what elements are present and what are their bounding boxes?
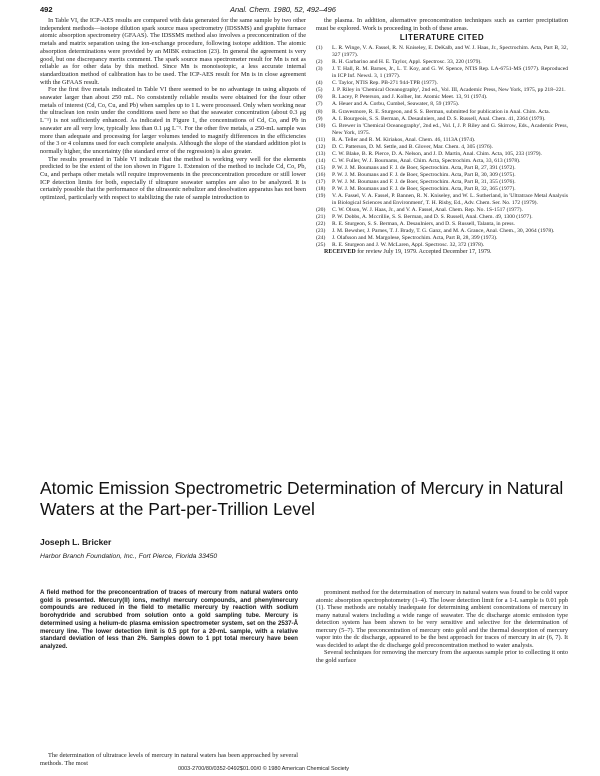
- reference-text: R. A. Teller and R. M. Kiriakos, Anal. Chem. 46, 1113A (1974).: [332, 136, 476, 143]
- reference-text: R. E. Sturgeon, S. S. Berman, A. Desaulniers, and D. S. Russell, Talanta, in press.: [332, 221, 515, 228]
- author-affiliation: Harbor Branch Foundation, Inc., Fort Pierce, Florida 33450: [40, 553, 218, 560]
- reference-text: J. T. Hall, R. M. Barnes, Jr., L. T. Koy, and G. W. Spence, NTIS Rep. LA-6751-MS (1977). Reproduced in ICP Inf. Newsl. 3, 1 (1977).: [332, 66, 568, 80]
- reference-number: (7): [316, 101, 323, 108]
- reference-text: J. P. Riley in 'Chemical Oceanography', 2nd ed., Vol. III, Academic Press, New York, 1975, pp 218–221.: [332, 87, 566, 94]
- reference-item: [316, 109, 568, 116]
- right-column: [316, 17, 568, 257]
- reference-item: [316, 186, 568, 193]
- body-paragraph: The determination of ultratrace levels of mercury in natural waters has been approached by several methods. The most: [40, 752, 298, 767]
- reference-text: P. W. J. M. Boumans and F. J. de Boer, Spectrochim. Acta, Part B, 30, 309 (1975).: [332, 171, 516, 178]
- reference-number: (11): [316, 136, 326, 143]
- reference-number: (15): [316, 164, 326, 171]
- literature-cited-heading: LITERATURE CITED: [399, 33, 485, 43]
- reference-item: [316, 214, 568, 221]
- reference-text: P. W. Dobbs, A. Mccrillie, S. S. Berman, and D. S. Russell, Anal. Chem. 49, 1300 (1977).: [332, 214, 533, 221]
- reference-text: G. Brewer in 'Chemical Oceanography', 2nd ed., Vol. I, J. P. Riley and G. Skirrow, Eds., Academic Press, New York, 1975.: [332, 122, 568, 136]
- reference-number: (20): [316, 207, 326, 214]
- reference-text: P. W. J. M. Boumans and F. J. de Boer, Spectrochim. Acta, Part B, 27, 391 (1972).: [332, 164, 516, 171]
- reference-text: J. Olafsson and M. Margolese, Spectrochim. Acta, Part B, 28, 399 (1973).: [332, 235, 498, 242]
- received-line: [316, 249, 568, 257]
- reference-item: [316, 116, 568, 123]
- reference-number: (21): [316, 214, 326, 221]
- reference-text: C. Taylor, NTIS Rep. PB-271 944-TPB (1977).: [332, 80, 438, 87]
- reference-number: (8): [316, 108, 323, 115]
- reference-item: [316, 193, 568, 207]
- reference-number: (16): [316, 171, 326, 178]
- body-paragraph: For the first five metals indicated in Table VI there seemed to be no advantage in using aliquots of seawater larger than about 250 mL. No consistently reliable results were obtained for the four other metals of interest (Cd, Co, Cu, and Pb) when samples up to 1 L were processed. Only when working near the ultraclean ion resin under the conditions used here so that the seawater concentration (about 0.3 μg L⁻¹) is not sufficiently enhanced. As indicated in Figure 1, the concentrations of Cd, Co, and Pb in seawater are all very low, typically less than 0.1 μg L⁻¹. For the other five metals, a 250-mL sample was more than adequate and processing for larger volumes tended to magnify differences in the efficiencies of the 3 or 4 columns used for each complete analysis. Although the slope of the standard addition plot is normally higher, the uncertainty (the standard error of the regression) is also greater.: [40, 86, 306, 155]
- body-paragraph: the plasma. In addition, alternative preconcentration techniques such as carrier precipitation must be explored. Work is proceeding in both of these areas.: [316, 17, 568, 32]
- reference-item: [316, 80, 568, 87]
- reference-item: [316, 45, 568, 59]
- reference-number: (22): [316, 221, 326, 228]
- reference-number: (6): [316, 94, 323, 101]
- reference-item: [316, 172, 568, 179]
- reference-text: R. E. Sturgeon and J. W. McLaren, Appl. Spectrosc. 32, 372 (1978).: [332, 242, 485, 249]
- reference-number: (10): [316, 122, 326, 129]
- reference-text: R. Gravesmore, R. E. Sturgeon, and S. S. Berman, submitted for publication in Anal. Chim. Acta.: [332, 108, 551, 115]
- reference-text: L. R. Winge, V. A. Fassel, R. N. Kniseley, E. DeKalb, and W. J. Haas, Jr., Spectrochim. Acta, Part B, 32, 327 (1977).: [332, 45, 568, 59]
- body-paragraph: The results presented in Table VI indicate that the method is working very well for the elements predicted to be the extent of the ion shown in Figure 1. Extension of the method to include Cd, Co, Pb, Cu, and perhaps other metals will require improvements in the preconcentration procedure or still lower ICP detection limits for both, especially if ultrapure seawater samples are also to be analyzed. It is certainly possible that the performance of the ultrasonic nebulizer and desolvation apparatus has not been optimized, particularly with respect to stabilizing the rate of sample introduction to: [40, 155, 306, 202]
- journal-citation: Anal. Chem. 1980, 52, 492–496: [230, 5, 336, 14]
- reference-item: [316, 144, 568, 151]
- reference-text: C. W. Blake, B. R. Pierce, D. A. Nelson, and J. D. Martin, Anal. Chim. Acta, 105, 233 (1979).: [332, 150, 542, 157]
- reference-number: (14): [316, 157, 326, 164]
- left-column: [40, 17, 306, 202]
- reference-number: (3): [316, 66, 323, 73]
- right-column-article: [316, 589, 568, 664]
- copyright-footer: 0003-2700/80/0352-0492$01.00/0 © 1980 American Chemical Society: [178, 766, 350, 772]
- body-paragraph: Several techniques for removing the mercury from the aqueous sample prior to collecting it onto the gold surface: [316, 649, 568, 664]
- reference-item: [316, 137, 568, 144]
- reference-item: [316, 179, 568, 186]
- reference-text: P. W. J. M. Boumans and F. J. de Boer, Spectrochim. Acta, Part B, 32, 365 (1977).: [332, 186, 516, 193]
- reference-number: (17): [316, 179, 326, 185]
- reference-number: (13): [316, 150, 326, 157]
- article-title: Atomic Emission Spectrometric Determination of Mercury in Natural Waters at the Part-per-Trillion Level: [40, 478, 564, 519]
- reference-number: (4): [316, 80, 323, 87]
- reference-list: [316, 45, 568, 249]
- reference-number: (5): [316, 87, 323, 94]
- reference-item: [316, 101, 568, 108]
- reference-number: (18): [316, 186, 326, 193]
- reference-text: C. W. Fuller, W. J. Bournams, Anal. Chim. Acta, Spectrochim. Acta, 33, 613 (1978).: [332, 157, 521, 164]
- reference-text: A. Heuer and A. Corbu, Cumbel, Seawater, 8, 59 (1975).: [332, 101, 460, 108]
- reference-item: [316, 165, 568, 172]
- reference-item: [316, 151, 568, 158]
- received-label: RECEIVED: [324, 249, 356, 256]
- reference-number: (24): [316, 235, 326, 242]
- reference-number: (23): [316, 228, 326, 235]
- reference-number: (25): [316, 242, 326, 249]
- page-number: 492: [40, 5, 53, 14]
- author-name: Joseph L. Bricker: [40, 537, 112, 547]
- reference-number: (9): [316, 115, 323, 122]
- reference-text: J. M. Bewsher, J. Parnes, T. J. Brady, T. G. Ganz, and M. A. Grance, Anal. Chem., 30, 2064 (1978).: [332, 228, 555, 235]
- reference-number: (1): [316, 45, 323, 52]
- reference-number: (2): [316, 59, 323, 66]
- running-header: [40, 5, 568, 17]
- received-dates: for review July 19, 1979. Accepted December 17, 1979.: [357, 249, 492, 256]
- reference-text: A. I. Bourgeois, S. S. Berman, A. Desaulniers, and D. S. Russell, Anal. Chem. 41, 2364 (1979).: [332, 115, 546, 122]
- reference-text: P. W. J. M. Boumans and F. J. de Boer, Spectrochim. Acta, Part B, 31, 355 (1976).: [332, 179, 516, 185]
- reference-item: [316, 158, 568, 165]
- reference-text: V. A. Fassel, V. A. Fassel, P. Bannen, R. N. Kniseley, and W. L. Sutherland, in 'Ultratrace Metal Analysis in Biological Sciences and Environment', T. H. Risby, Ed., Adv. Chem. Ser. No. 172 (1979).: [332, 193, 568, 207]
- reference-number: (19): [316, 193, 326, 200]
- reference-text: D. C. Patterson, D. M. Settle, and B. Glover, Mar. Chem. 4, 305 (1976).: [332, 143, 493, 150]
- reference-item: [316, 123, 568, 137]
- body-paragraph: prominent method for the determination of mercury in natural waters was found to be cold vapor atomic absorption spectrophotometry (1–4). The lower detection limit for a 1-L sample is 0.01 ppb (1). These methods are notably inadequate for determining ambient concentrations of mercury in many natural waters including a wide range of seawater. The dc discharge atomic emission type detection system has been shown to be very sensitive and selective for the determination of mercury (5–7). The preconcentration of mercury onto gold and the thermal desorption of mercury vapor into the dc discharge, appeared to be the best approach for traces of mercury in air (6, 7). It was decided to adapt the dc discharge gold preconcentration method to water analysis.: [316, 589, 568, 649]
- reference-text: R. H. Garbarino and H. E. Taylor, Appl. Spectrosc. 33, 220 (1979).: [332, 59, 482, 66]
- reference-item: [316, 66, 568, 80]
- reference-text: R. Lacey, P. Peterson, and J. Kolher, Int. Atomic Meet. 13, 91 (1974).: [332, 94, 488, 101]
- body-paragraph: In Table VI, the ICP-AES results are compared with data generated for the same sample by two other independent methods—isotope dilution spark source mass spectrometry (IDSSMS) and graphite furnace atomic absorption spectrometry (GFAAS). The IDSSMS method also involves a preconcentration of the metals and matrix separation using the ion-exchange procedure, following isotope addition. The atomic absorption determinations were provided by an MIBK extraction (23). In general the agreement is very good, but one discrepancy merits comment. The spark source mass spectrometer result for Mn is not as reliable as for other data by this method. Since Mn is monoisotopic, a less accurate internal standardization method of calibration has to be used. The ICP-AES result for Mn is in close agreement with the GFAAS result.: [40, 17, 306, 86]
- reference-number: (12): [316, 143, 326, 150]
- abstract: A field method for the preconcentration of traces of mercury from natural waters onto gold is presented. Mercury(II) ions, methyl mercury compounds, and phenylmercury compounds are reduced in the field to metallic mercury by reaction with sodium borohydride and scrubbed from solution onto a gold sampling tube. Mercury is determined using a helium-dc plasma emission spectrometer system, set on the 2537-Å mercury line. The lower detection limit is 0.5 ppt for a 20-mL sample, with a relative standard deviation of less than 2%. Samples down to 1 ppt total mercury have been analyzed.: [40, 589, 298, 650]
- reference-text: C. W. Olson, W. J. Haas, Jr., and V. A. Fassel, Anal. Chem. Rep. No. 1S-1517 (1977).: [332, 207, 523, 214]
